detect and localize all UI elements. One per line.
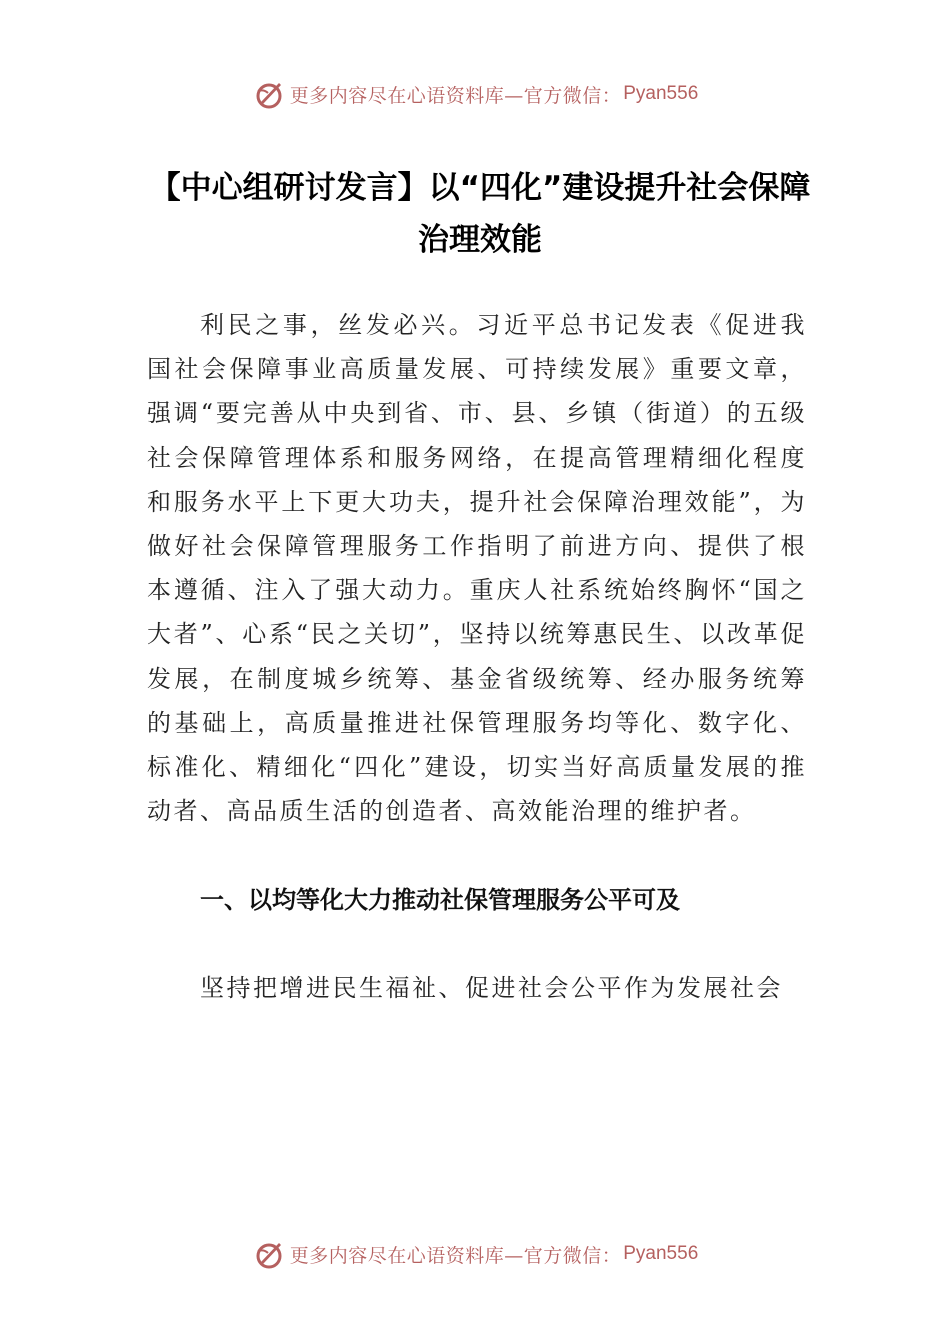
banner-wechat-id: Pyan556 bbox=[623, 83, 699, 104]
pen-emblem-icon bbox=[252, 77, 286, 111]
pen-emblem-icon bbox=[252, 1237, 286, 1271]
footer-watermark-banner bbox=[0, 1234, 950, 1274]
body-paragraph-2: 坚持把增进民生福祉、促进社会公平作为发展社会 bbox=[200, 974, 783, 1002]
document-title: 【中心组研讨发言】以“四化”建设提升社会保障治理效能 bbox=[149, 170, 811, 258]
body-paragraph-1: 利民之事，丝发必兴。习近平总书记发表《促进我国社会保障事业高质量发展、可持续发展》重要文章，强调“要完善从中央到省、市、县、乡镇（街道）的五级社会保障管理体系和服务网络，在提高管理精细化程度和服务水平上下更大功夫，提升社会保障治理效能”，为做好社会保障管理服务工作指明了前进方向、提供了根本遵循、注入了强大动力。重庆人社系统始终胸怀“国之大者”、心系“民之关切”，坚持以统筹惠民生、以改革促发展，在制度城乡统筹、基金省级统筹、经办服务统筹的基础上，高质量推进社保管理服务均等化、数字化、标准化、精细化“四化”建设，切实当好高质量发展的推动者、高品质生活的创造者、高效能治理的维护者。 bbox=[147, 311, 807, 826]
banner-text: 更多内容尽在心语资料库—官方微信： bbox=[289, 1244, 622, 1267]
banner-text: 更多内容尽在心语资料库—官方微信： bbox=[289, 84, 622, 107]
section-heading-1: 一、以均等化大力推动社保管理服务公平可及 bbox=[200, 886, 680, 914]
banner-wechat-id: Pyan556 bbox=[623, 1243, 699, 1264]
header-watermark-banner bbox=[0, 74, 950, 114]
